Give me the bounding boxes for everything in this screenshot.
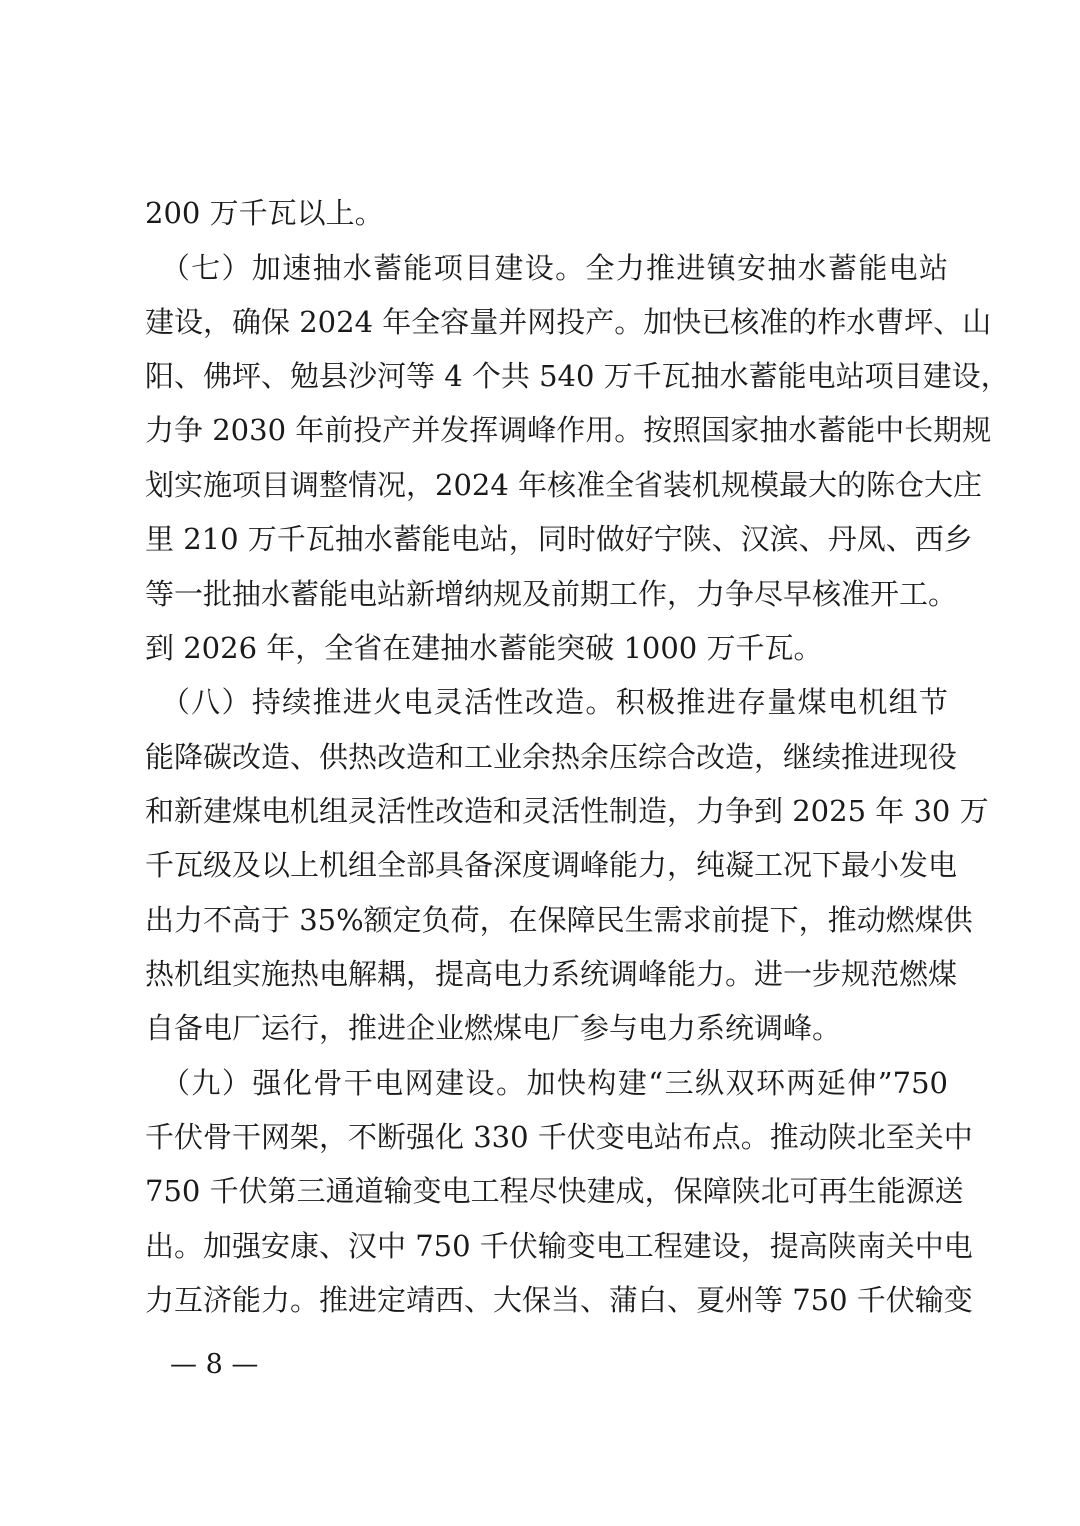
text-line: 热机组实施热电解耦，提高电力系统调峰能力。进一步规范燃煤 xyxy=(145,957,958,991)
section-heading-9: （九）强化骨干电网建设。加快构建“三纵双环两延伸”750 xyxy=(145,1066,948,1100)
text-line: 能降碳改造、供热改造和工业余热余压综合改造，继续推进现役 xyxy=(145,740,958,774)
section-heading-8: （八）持续推进火电灵活性改造。积极推进存量煤电机组节 xyxy=(145,685,948,719)
text-line: 出。加强安康、汉中 750 千伏输变电工程建设，提高陕南关中电 xyxy=(145,1229,973,1263)
text-line: 等一批抽水蓄能电站新增纳规及前期工作，力争尽早核准开工。 xyxy=(145,577,958,611)
section-heading-7: （七）加速抽水蓄能项目建设。全力推进镇安抽水蓄能电站 xyxy=(145,251,948,285)
text-line: 里 210 万千瓦抽水蓄能电站，同时做好宁陕、汉滨、丹凤、西乡 xyxy=(145,522,973,556)
text-line: 到 2026 年，全省在建抽水蓄能突破 1000 万千瓦。 xyxy=(145,631,823,665)
text-line: 和新建煤电机组灵活性改造和灵活性制造，力争到 2025 年 30 万 xyxy=(145,794,989,828)
text-line: 千瓦级及以上机组全部具备深度调峰能力，纯凝工况下最小发电 xyxy=(145,848,958,882)
text-line: 划实施项目调整情况，2024 年核准全省装机规模最大的陈仓大庄 xyxy=(145,468,983,502)
text-line: 力争 2030 年前投产并发挥调峰作用。按照国家抽水蓄能中长期规 xyxy=(145,413,992,447)
text-line: 自备电厂运行，推进企业燃煤电厂参与电力系统调峰。 xyxy=(145,1011,842,1045)
text-line: 阳、佛坪、勉县沙河等 4 个共 540 万千瓦抽水蓄能电站项目建设， xyxy=(145,359,1010,393)
text-line: 力互济能力。推进定靖西、大保当、蒲白、夏州等 750 千伏输变 xyxy=(145,1283,973,1317)
text-line: 千伏骨干网架，不断强化 330 千伏变电站布点。推动陕北至关中 xyxy=(145,1120,973,1154)
text-line: 750 千伏第三通道输变电工程尽快建成，保障陕北可再生能源送 xyxy=(145,1174,964,1208)
text-line: 建设，确保 2024 年全容量并网投产。加快已核准的柞水曹坪、山 xyxy=(145,305,992,339)
text-line: 出力不高于 35%额定负荷，在保障民生需求前提下，推动燃煤供 xyxy=(145,903,973,937)
page-number: — 8 — xyxy=(170,1349,259,1380)
text-line: 200 万千瓦以上。 xyxy=(145,196,384,230)
